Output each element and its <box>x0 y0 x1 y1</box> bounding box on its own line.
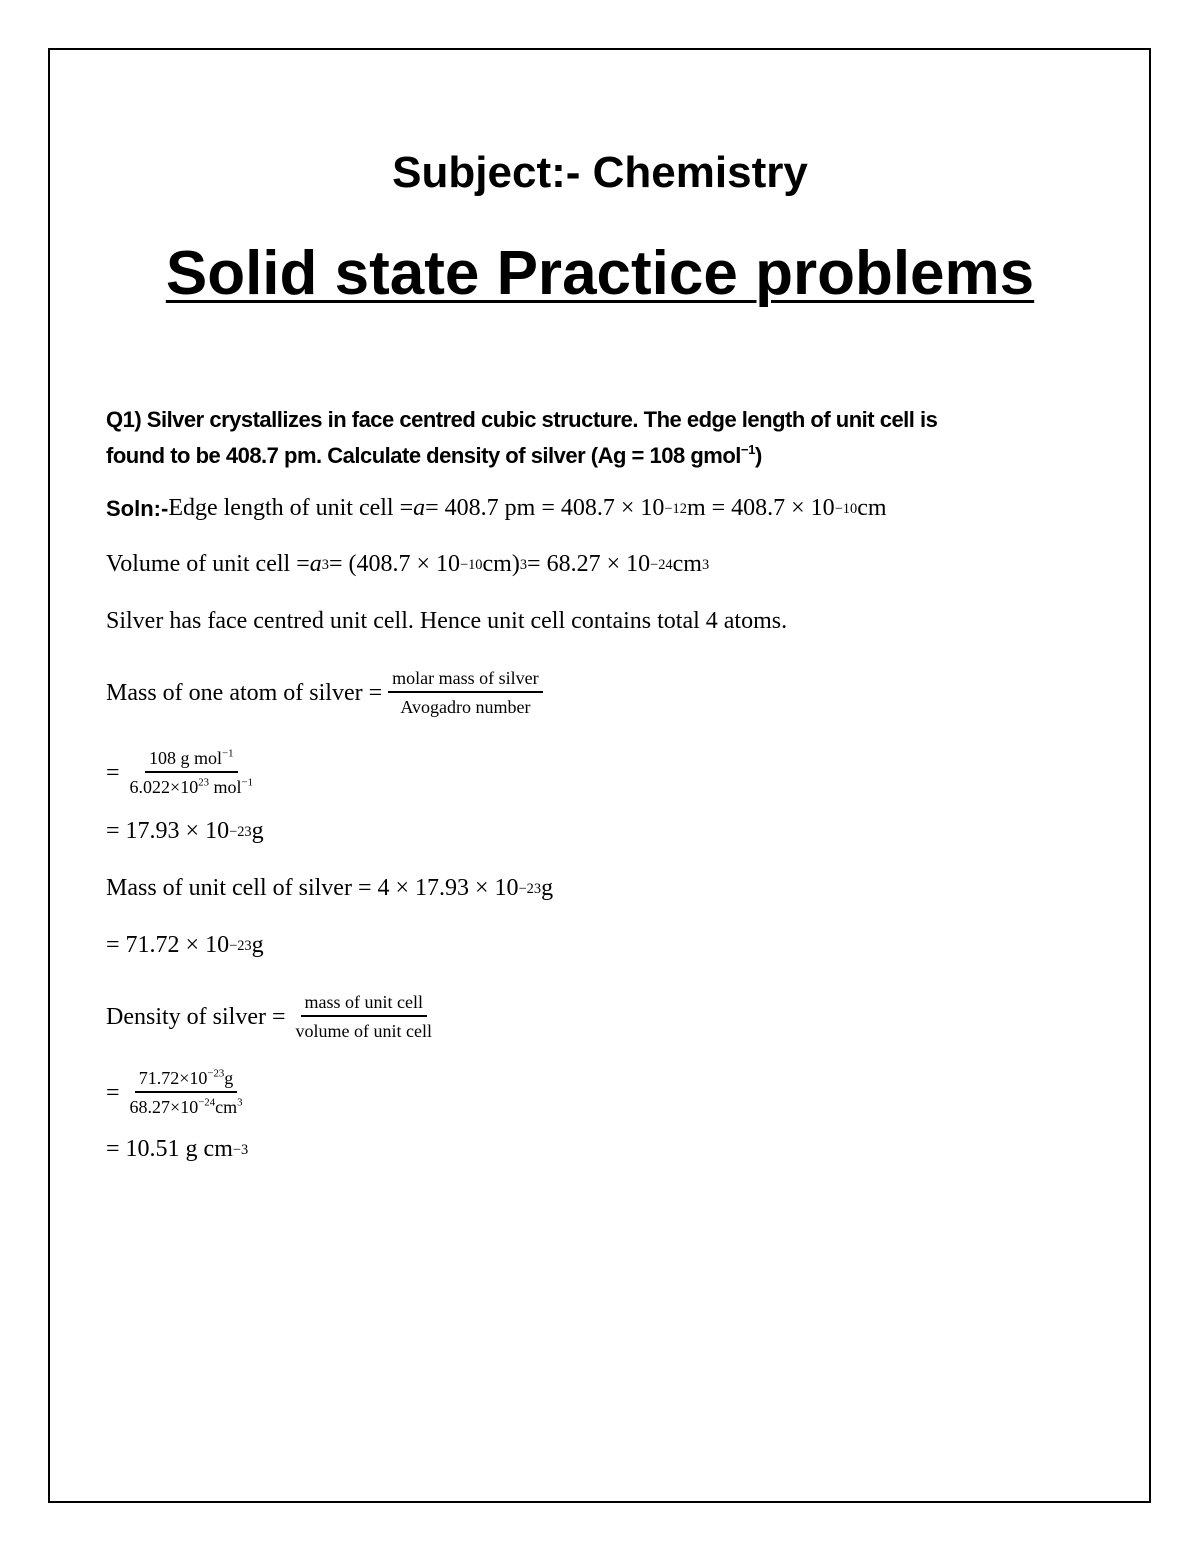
math-text: cm <box>215 1097 238 1117</box>
question-line-2-end: ) <box>754 443 762 468</box>
fraction <box>388 668 542 718</box>
question-text <box>106 402 1106 474</box>
solution-line <box>106 1068 247 1118</box>
math-text: Mass of one atom of silver = <box>106 679 383 706</box>
solution-line <box>106 748 257 798</box>
solution-line: Volume of unit cell = a 3 = (408.7 × 10 −10 cm) 3 = 68.27 × 10 −24 cm 3 <box>106 551 710 577</box>
math-text: molar mass of silver <box>392 668 539 688</box>
math-text: cm <box>857 495 887 521</box>
numerator <box>388 668 542 693</box>
solution-line <box>106 992 436 1042</box>
math-text: 108 g mol <box>149 748 223 768</box>
math-text: cm) <box>482 551 520 577</box>
denominator <box>126 773 257 798</box>
math-text: Density of silver = <box>106 1003 286 1030</box>
question-line-2 <box>106 438 1106 474</box>
math-text: mass of unit cell <box>304 992 423 1012</box>
math-text: = 71.72 × 10 <box>106 932 230 958</box>
denominator <box>396 693 534 718</box>
solution-line <box>106 668 543 718</box>
math-text: g <box>251 932 264 958</box>
math-text: cm <box>672 551 702 577</box>
math-text: = <box>106 1079 120 1106</box>
numerator <box>301 992 427 1017</box>
math-text: = <box>106 759 120 786</box>
math-text: Avogadro number <box>400 697 531 717</box>
solution-line <box>106 608 787 635</box>
exponent: 23 <box>198 776 209 789</box>
math-text: Silver has face centred unit cell. Hence unit cell contains total 4 atoms. <box>106 608 788 634</box>
math-text: = 17.93 × 10 <box>106 818 230 844</box>
exponent: 3 <box>237 1096 243 1109</box>
math-text: g <box>251 818 264 844</box>
solution-line: = 17.93 × 10 −23 g <box>106 818 264 844</box>
exponent: −23 <box>207 1067 225 1080</box>
question-line-2-text: found to be 408.7 pm. Calculate density of silver (Ag = 108 gmol <box>106 443 741 468</box>
math-text: Mass of unit cell of silver = 4 × 17.93 × 10 <box>106 875 519 901</box>
math-text: Soln:- <box>106 495 169 521</box>
math-text: g <box>224 1068 234 1088</box>
fraction <box>292 992 436 1042</box>
math-text: = 68.27 × 10 <box>527 551 651 577</box>
numerator <box>145 748 238 773</box>
denominator <box>292 1017 436 1042</box>
math-text: volume of unit cell <box>295 1021 432 1041</box>
question-exponent: −1 <box>740 441 755 457</box>
fraction <box>126 748 257 798</box>
exponent: −1 <box>241 776 254 789</box>
solution-line: = 71.72 × 10 −23 g <box>106 932 264 958</box>
math-text: a <box>413 495 426 521</box>
exponent: −24 <box>198 1096 216 1109</box>
math-text: 68.27×10 <box>129 1097 199 1117</box>
solution-line: Soln:- Edge length of unit cell = a = 408.7 pm = 408.7 × 10 −12 m = 408.7 × 10 −10 cm <box>106 495 887 521</box>
fraction <box>126 1068 247 1118</box>
math-text: m = 408.7 × 10 <box>686 495 835 521</box>
exponent: −1 <box>222 747 234 760</box>
math-text: mol <box>209 777 242 797</box>
math-text: Edge length of unit cell = <box>168 495 414 521</box>
math-text: g <box>541 875 554 901</box>
math-text: = 10.51 g cm <box>106 1136 233 1162</box>
solution-line: = 10.51 g cm −3 <box>106 1136 249 1162</box>
math-text: Volume of unit cell = <box>106 551 310 577</box>
math-text: 6.022×10 <box>129 777 199 797</box>
subject-title: Subject:- Chemistry <box>392 148 808 197</box>
question-line-1: Q1) Silver crystallizes in face centred cubic structure. The edge length of unit cell is <box>106 407 938 432</box>
math-text: = 408.7 pm = 408.7 × 10 <box>425 495 665 521</box>
math-text: 71.72×10 <box>138 1068 208 1088</box>
page-heading: Solid state Practice problems <box>165 239 1035 308</box>
denominator <box>126 1093 247 1118</box>
numerator <box>135 1068 238 1093</box>
math-text: = (408.7 × 10 <box>328 551 460 577</box>
math-text: a <box>309 551 322 577</box>
solution-line: Mass of unit cell of silver = 4 × 17.93 × 10 −23 g <box>106 875 554 901</box>
